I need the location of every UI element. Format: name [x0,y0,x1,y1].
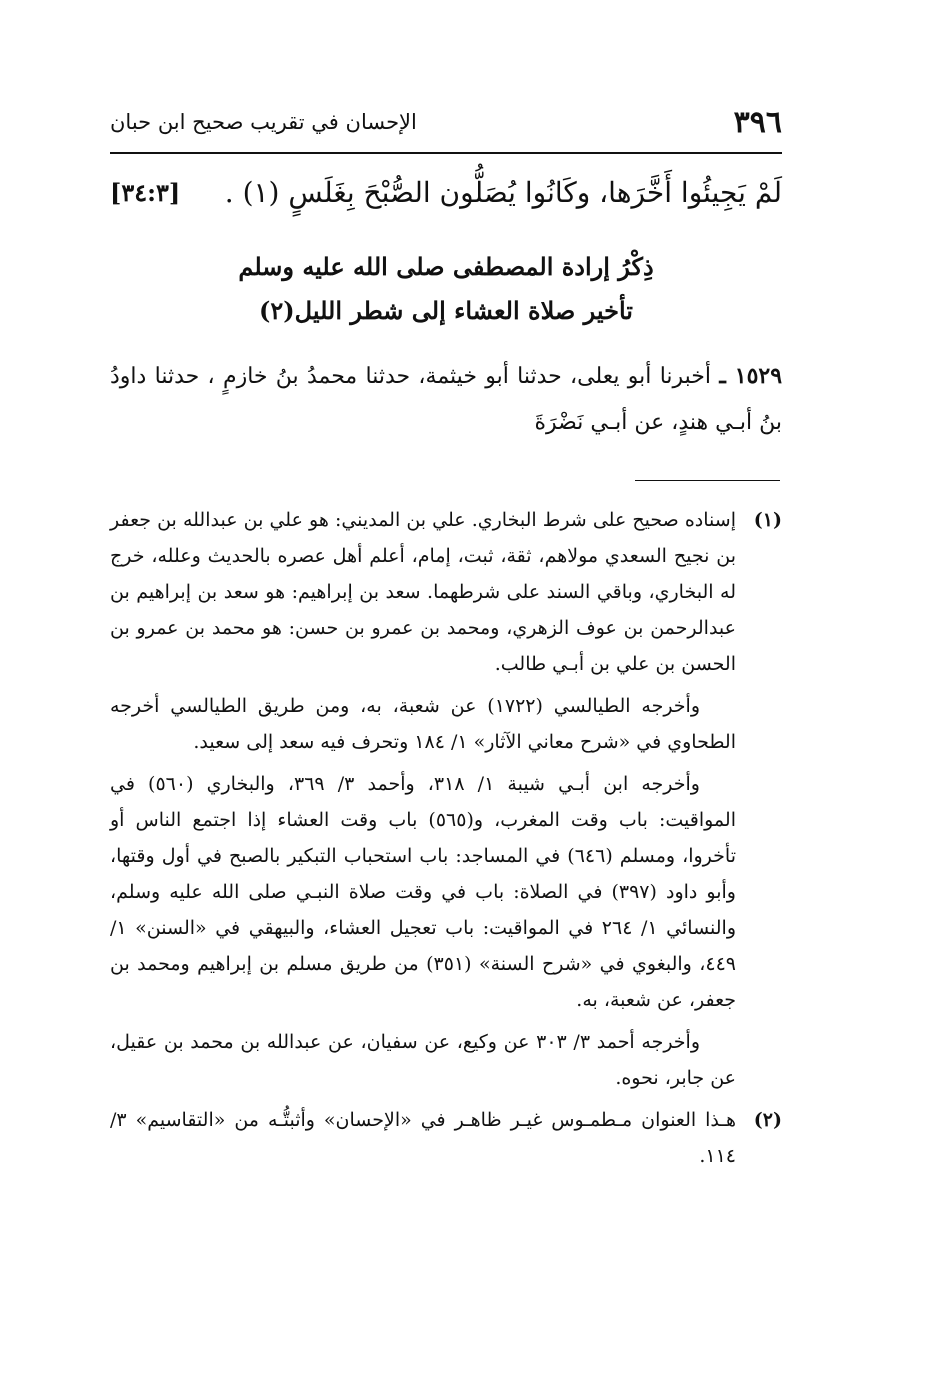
hadith-number: ١٥٢٩ ـ [719,363,783,389]
verse-text: لَمْ يَجِيئُوا أَخَّرَها، وكَانُوا يُصَلُّون الصُّبْحَ بِغَلَسٍ (١) . [224,175,782,209]
footnote-number: (١) [753,509,782,531]
page-header [110,100,782,144]
verse-line [110,168,782,216]
footnotes [110,502,782,1180]
footnote-2 [110,1102,782,1174]
verse-reference: [٣٤:٣] [110,177,181,207]
chapter-heading-line-1: ذِكْرُ إرادة المصطفى صلى الله عليه وسلم [238,252,654,281]
footnote-paragraph: إسناده صحيح على شرط البخاري. علي بن المديني: هو علي بن عبدالله بن جعفر بن نجيح السعدي مولاهم، ثقة، ثبت، إمام، أعلم أهل عصره بالحديث وعلله، خرج له البخاري، وباقي السند على شرطهما. سعد بن إبراهيم: هو سعد بن إبراهيم بن عبدالرحمن بن عوف الزهري، ومحمد بن عمرو بن حسن: هو محمد بن عمرو بن الحسن بن علي بن أبـي طالب. [110,509,736,675]
footnote-1 [110,502,782,1096]
hadith-text [110,353,782,446]
footnote-separator [635,480,780,481]
hadith-body: أخبرنا أبو يعلى، حدثنا أبو خيثمة، حدثنا محمدُ بنُ خازمٍ ، حدثنا داودُ بنُ أبـي هندٍ، عن أبـي نَضْرَةَ [110,364,782,435]
footnote-paragraph: وأخرجه ابن أبـي شيبة ١/ ٣١٨، وأحمد ٣/ ٣٦٩، والبخاري (٥٦٠) في المواقيت: باب وقت المغرب، و(٥٦٥) باب وقت العشاء إذا اجتمع الناس أو تأخروا، ومسلم (٦٤٦) في المساجد: باب استحباب التبكير بالصبح في أول وقتها، وأبو داود (٣٩٧) في الصلاة: باب في وقت صلاة النبـي صلى الله عليه وسلم، والنسائي ١/ ٢٦٤ في المواقيت: باب تعجيل العشاء، والبيهقي في «السنن» ١/ ٤٤٩، والبغوي في «شرح السنة» (٣٥١) من طريق مسلم بن إبراهيم ومحمد بن جعفر، عن شعبة، به. [110,773,736,1011]
chapter-heading-line-2: تأخير صلاة العشاء إلى شطر الليل(٢) [259,296,633,325]
header-rule [110,152,782,154]
footnote-paragraph: وأخرجه أحمد ٣/ ٣٠٣ عن وكيع، عن سفيان، عن عبدالله بن محمد بن عقيل، عن جابر، نحوه. [110,1031,736,1089]
footnote-number: (٢) [753,1109,782,1131]
page-number: ٣٩٦ [733,104,782,140]
footnote-paragraph: هـذا العنوان مـطمـوس غيـر ظاهـر في «الإحسان» وأثبتُّـه من «التقاسيم» ٣/ ١١٤. [110,1109,736,1167]
footnote-paragraph: وأخرجه الطيالسي (١٧٢٢) عن شعبة، به، ومن طريق الطيالسي أخرجه الطحاوي في «شرح معاني الآثار» ١/ ١٨٤ وتحرف فيه سعد إلى سعيد. [110,695,736,753]
running-title: الإحسان في تقريب صحيح ابن حبان [110,110,417,134]
